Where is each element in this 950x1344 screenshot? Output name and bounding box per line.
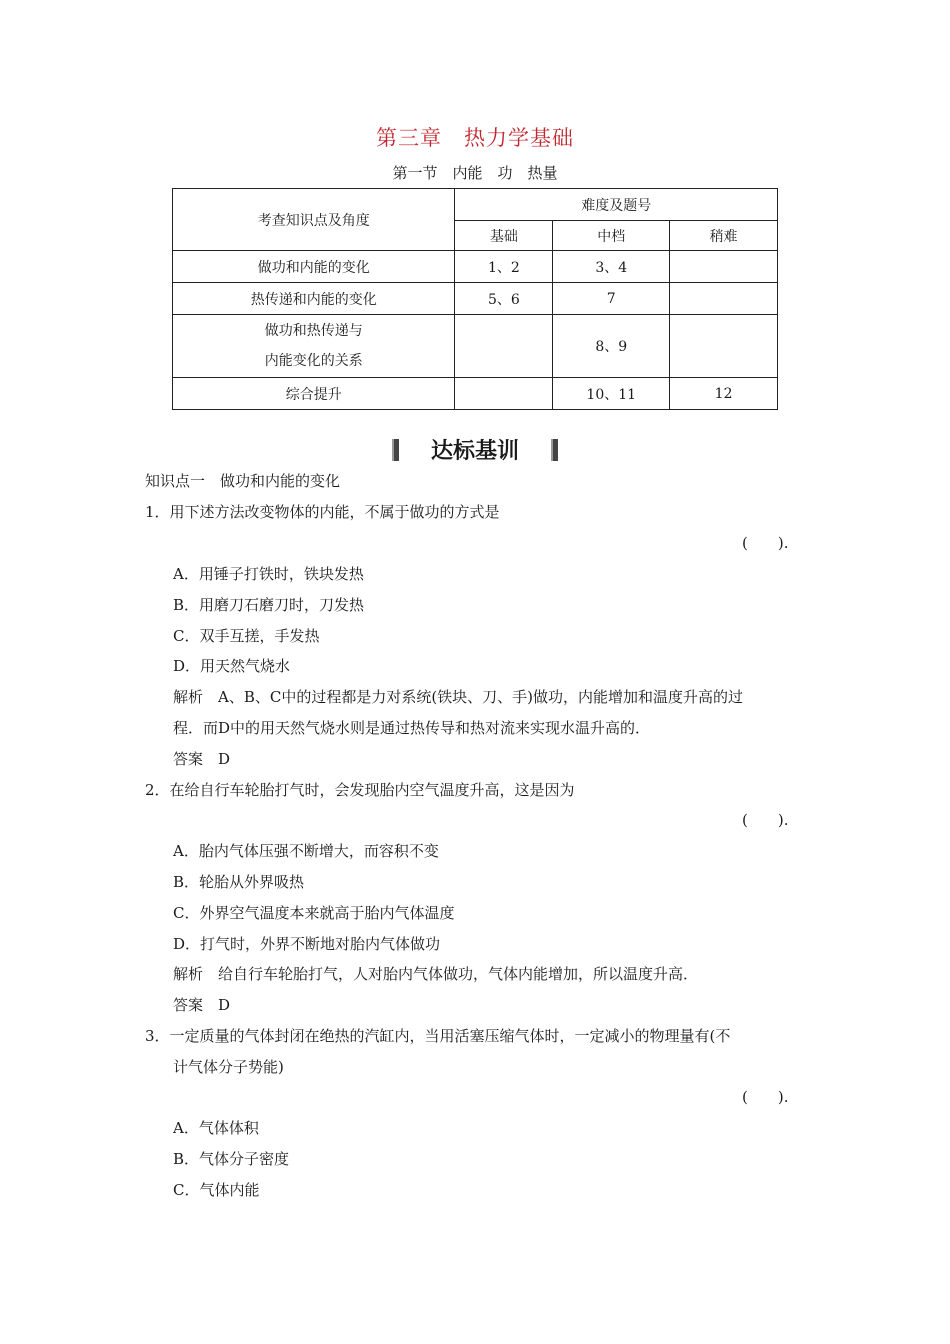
table-cell-topic	[173, 315, 455, 378]
table-cell-hard	[670, 251, 778, 283]
option: D．用天然气烧水	[173, 657, 291, 675]
option: B．气体分子密度	[173, 1150, 290, 1168]
table-header-medium: 中档	[553, 221, 670, 251]
analysis: 解析 A、B、C中的过程都是力对系统(铁块、刀、手)做功，内能增加和温度升高的过	[173, 688, 744, 706]
section-banner	[0, 434, 950, 465]
table-cell-topic: 做功和内能的变化	[173, 251, 455, 283]
knowledge-table	[172, 188, 778, 410]
option: B．用磨刀石磨刀时，刀发热	[173, 596, 365, 614]
option: A．胎内气体压强不断增大，而容积不变	[173, 842, 439, 860]
table-cell-basic: 5、6	[455, 283, 553, 315]
option: A．用锤子打铁时，铁块发热	[173, 565, 364, 583]
option: C．双手互搓，手发热	[173, 627, 320, 645]
table-cell-hard	[670, 283, 778, 315]
answer-paren: ( ).	[742, 1088, 789, 1106]
answer: 答案 D	[173, 750, 231, 768]
table-cell-topic-line: 做功和热传递与	[264, 323, 363, 339]
banner-text: 达标基训	[430, 439, 519, 464]
table-cell-topic: 热传递和内能的变化	[173, 283, 455, 315]
table-header-hard: 稍难	[670, 221, 778, 251]
option: C．外界空气温度本来就高于胎内气体温度	[173, 904, 455, 922]
table-header-difficulty: 难度及题号	[455, 189, 778, 221]
answer-paren: ( ).	[742, 534, 789, 552]
table-header-topic: 考查知识点及角度	[173, 189, 455, 251]
analysis: 解析 给自行车轮胎打气，人对胎内气体做功，气体内能增加，所以温度升高．	[173, 965, 699, 983]
answer: 答案 D	[173, 996, 231, 1014]
table-cell-medium: 7	[553, 283, 670, 315]
table-header-basic: 基础	[455, 221, 553, 251]
table-cell-basic: 1、2	[455, 251, 553, 283]
question-stem: 2．在给自行车轮胎打气时，会发现胎内空气温度升高，这是因为	[145, 781, 575, 799]
table-row	[173, 251, 778, 283]
table-cell-topic: 综合提升	[173, 378, 455, 410]
option: C．气体内能	[173, 1181, 260, 1199]
answer-paren: ( ).	[742, 811, 789, 829]
table-cell-hard: 12	[670, 378, 778, 410]
chapter-title: 第三章 热力学基础	[376, 126, 574, 150]
table-cell-medium: 10、11	[553, 378, 670, 410]
option: A．气体体积	[173, 1119, 259, 1137]
analysis: 程．而D中的用天然气烧水则是通过热传导和热对流来实现水温升高的．	[173, 719, 651, 737]
table-cell-basic	[455, 315, 553, 378]
banner-bar-icon	[392, 439, 399, 461]
table-cell-medium: 8、9	[553, 315, 670, 378]
table-row	[173, 283, 778, 315]
banner-bar-icon	[551, 439, 558, 461]
option: D．打气时，外界不断地对胎内气体做功	[173, 935, 441, 953]
question-stem: 3．一定质量的气体封闭在绝热的汽缸内，当用活塞压缩气体时，一定减小的物理量有(不	[145, 1027, 731, 1045]
section-title: 第一节 内能 功 热量	[392, 164, 558, 182]
table-row	[173, 315, 778, 378]
question-stem: 1．用下述方法改变物体的内能，不属于做功的方式是	[145, 503, 500, 521]
table-row	[173, 378, 778, 410]
knowledge-point-heading: 知识点一 做功和内能的变化	[145, 472, 341, 490]
table-cell-basic	[455, 378, 553, 410]
table-cell-hard	[670, 315, 778, 378]
option: B．轮胎从外界吸热	[173, 873, 305, 891]
table-cell-medium: 3、4	[553, 251, 670, 283]
table-cell-topic-line: 内能变化的关系	[264, 353, 363, 369]
question-stem: 计气体分子势能)	[173, 1058, 284, 1076]
